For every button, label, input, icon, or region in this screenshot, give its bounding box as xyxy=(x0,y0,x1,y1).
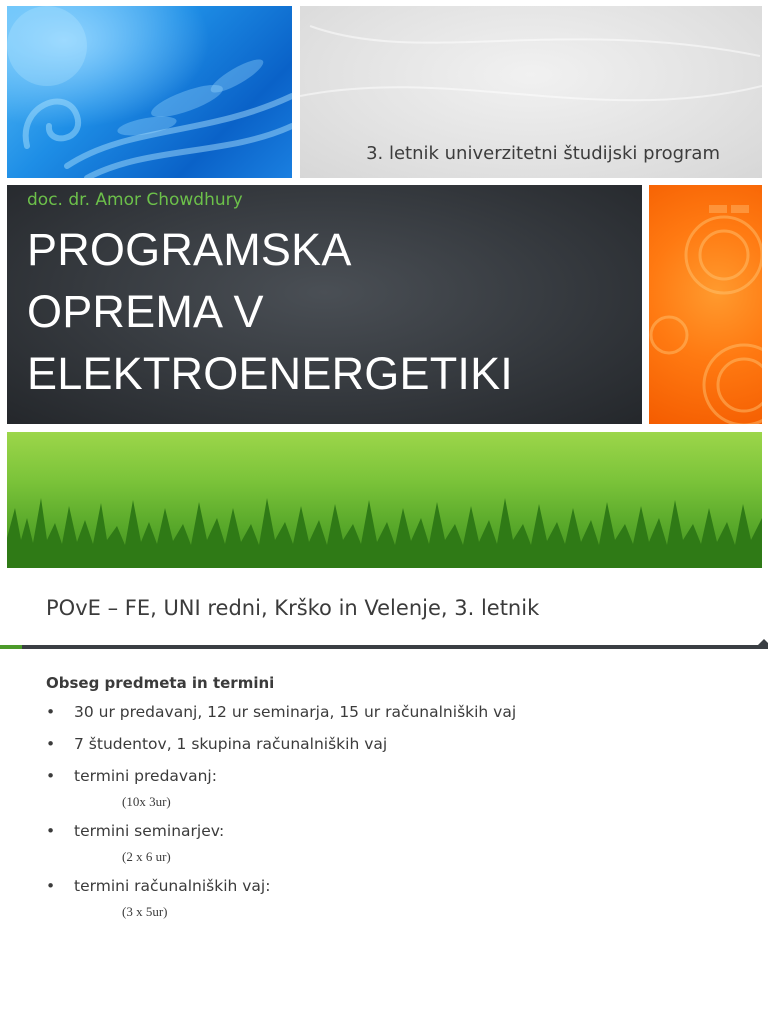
list-item xyxy=(46,822,224,840)
grass-silhouette-icon xyxy=(7,478,762,568)
author-name: doc. dr. Amor Chowdhury xyxy=(27,190,243,210)
swirl-decoration-icon xyxy=(7,6,292,178)
course-title xyxy=(27,219,637,405)
divider-accent xyxy=(0,645,22,649)
bullet-icon: • xyxy=(46,703,56,721)
orange-circles-icon xyxy=(649,185,762,424)
title-divider xyxy=(0,645,768,649)
list-item-text: 7 študentov, 1 skupina računalniških vaj xyxy=(74,735,388,753)
course-title-line: OPREMA V xyxy=(27,286,264,337)
orange-tile xyxy=(649,185,762,424)
list-item-text: termini predavanj: xyxy=(74,767,217,785)
list-item-text: termini računalniških vaj: xyxy=(74,877,271,895)
section-heading: Obseg predmeta in termini xyxy=(46,674,275,692)
bullet-icon: • xyxy=(46,822,56,840)
list-item xyxy=(46,877,270,895)
grass-tile xyxy=(7,432,762,568)
bullet-icon: • xyxy=(46,735,56,753)
list-item-detail: (3 x 5ur) xyxy=(122,904,168,919)
content-slide xyxy=(0,576,768,1024)
course-title-line: ELEKTROENERGETIKI xyxy=(27,348,514,399)
list-item-detail: (2 x 6 ur) xyxy=(122,849,171,864)
list-item-text: termini seminarjev: xyxy=(74,822,225,840)
bullet-icon: • xyxy=(46,767,56,785)
title-tile xyxy=(7,185,642,424)
list-item-text: 30 ur predavanj, 12 ur seminarja, 15 ur računalniških vaj xyxy=(74,703,517,721)
program-subtitle: 3. letnik univerzitetni študijski program xyxy=(366,143,720,164)
course-title-line: PROGRAMSKA xyxy=(27,224,352,275)
slide-title: POvE – FE, UNI redni, Krško in Velenje, 3. letnik xyxy=(46,596,540,620)
blue-swirl-tile xyxy=(7,6,292,178)
list-item xyxy=(46,703,516,721)
list-item-detail: (10x 3ur) xyxy=(122,794,171,809)
list-item xyxy=(46,735,387,753)
list-item xyxy=(46,767,217,785)
divider-arrow-icon xyxy=(756,639,768,647)
gray-subtitle-tile xyxy=(300,6,762,178)
bullet-icon: • xyxy=(46,877,56,895)
